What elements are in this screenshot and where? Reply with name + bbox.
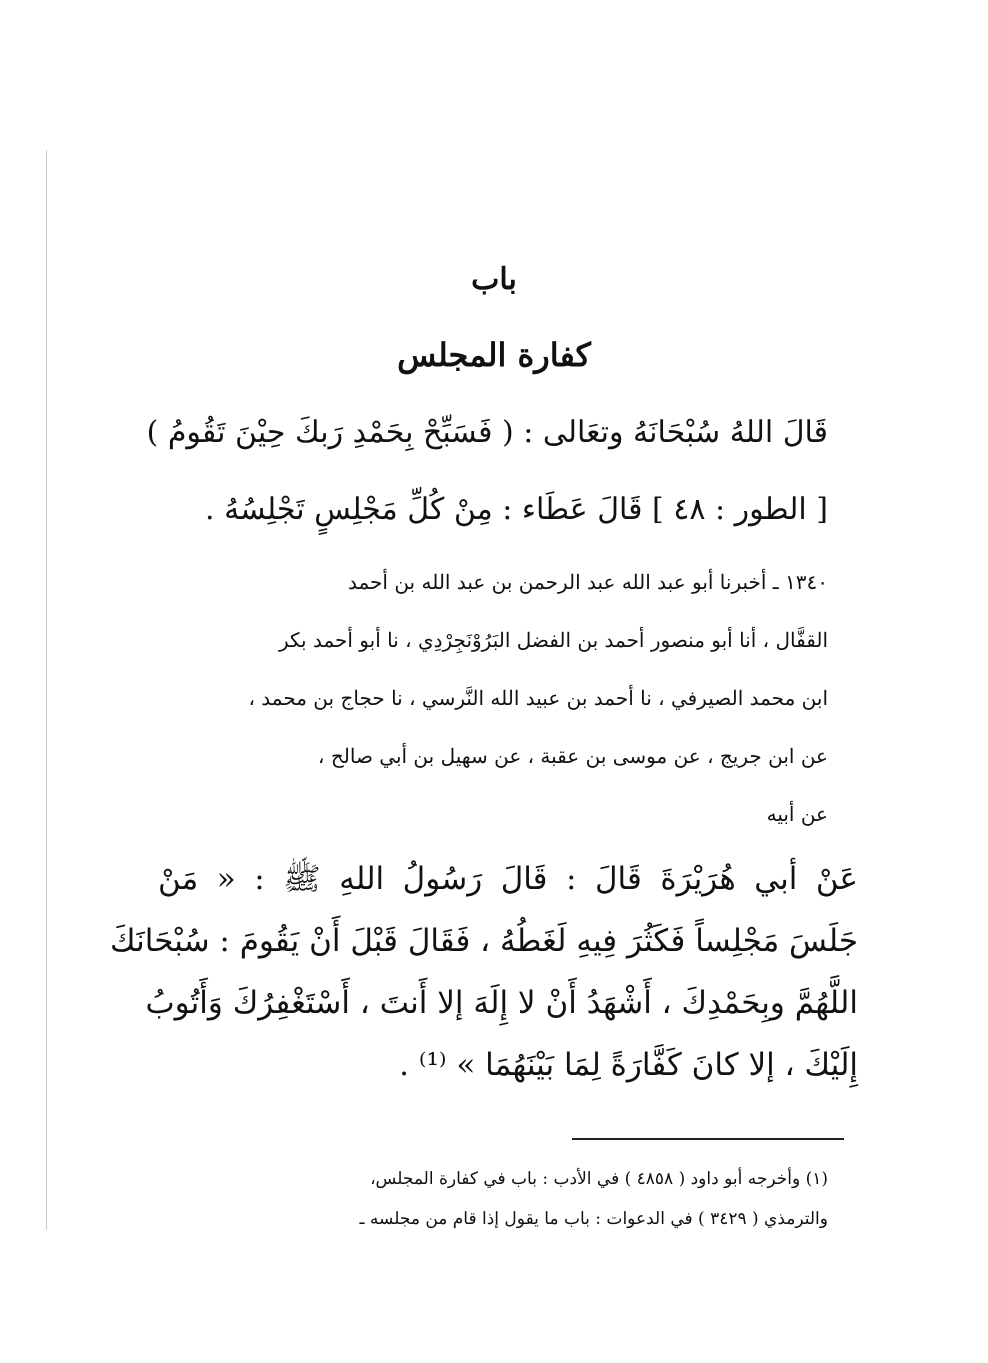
hadith-text (110, 852, 858, 1100)
verse-line-1: قَالَ اللهُ سُبْحَانَهُ وتعَالى : ( فَسَبِّحْ بِحَمْدِ رَبكَ حِيْنَ تَقُومُ ) (146, 415, 828, 450)
verse-line-2: [ الطور : ٤٨ ] قَالَ عَطَاء : مِنْ كُلِّ مَجْلِسٍ تَجْلِسُهُ . (205, 492, 828, 527)
isnad-line: عن أبيه (766, 802, 828, 826)
footnote-line: (١) وأخرجه أبو داود ( ٤٨٥٨ ) في الأدب : باب في كفارة المجلس، (370, 1169, 828, 1189)
footnotes-block (148, 1164, 828, 1244)
chapter-label: باب (471, 262, 517, 297)
hadith-line: جَلَسَ مَجْلِساً فَكَثُرَ فِيهِ لَغَطُهُ ، فَقَالَ قَبْلَ أَنْ يَقُومَ : سُبْحَانَكَ (110, 923, 858, 959)
isnad-line: القفَّال ، أنا أبو منصور أحمد بن الفضل البَرُوْنَجِرْدِي ، نا أبو أحمد بكر (278, 628, 828, 652)
hadith-line: عَنْ أبي هُرَيْرَةَ قَالَ : قَالَ رَسُولُ اللهِ ﷺ : « مَنْ (158, 861, 858, 897)
footnote-divider (572, 1138, 844, 1140)
hadith-line: اللَّهُمَّ وبِحَمْدِكَ ، أَشْهَدُ أَنْ لا إِلَهَ إلا أَنتَ ، أَسْتَغْفِرُكَ وَأَتُوبُ (145, 985, 858, 1021)
hadith-line: إِلَيْكَ ، إلا كانَ كَفَّارَةً لِمَا بَيْنَهُمَا » ⁽¹⁾ . (399, 1047, 858, 1083)
chapter-title: كفارة المجلس (397, 336, 591, 374)
isnad-block (168, 562, 828, 852)
isnad-line: ابن محمد الصيرفي ، نا أحمد بن عبيد الله النَّرسي ، نا حجاج بن محمد ، (248, 686, 828, 710)
isnad-line: ١٣٤٠ ـ أخبرنا أبو عبد الله عبد الرحمن بن عبد الله بن أحمد (347, 570, 828, 594)
footnote-line: والترمذي ( ٣٤٢٩ ) في الدعوات : باب ما يقول إذا قام من مجلسه ـ (359, 1209, 828, 1229)
binding-edge-line (46, 150, 47, 1230)
isnad-line: عن ابن جريج ، عن موسى بن عقبة ، عن سهيل بن أبي صالح ، (318, 744, 828, 768)
